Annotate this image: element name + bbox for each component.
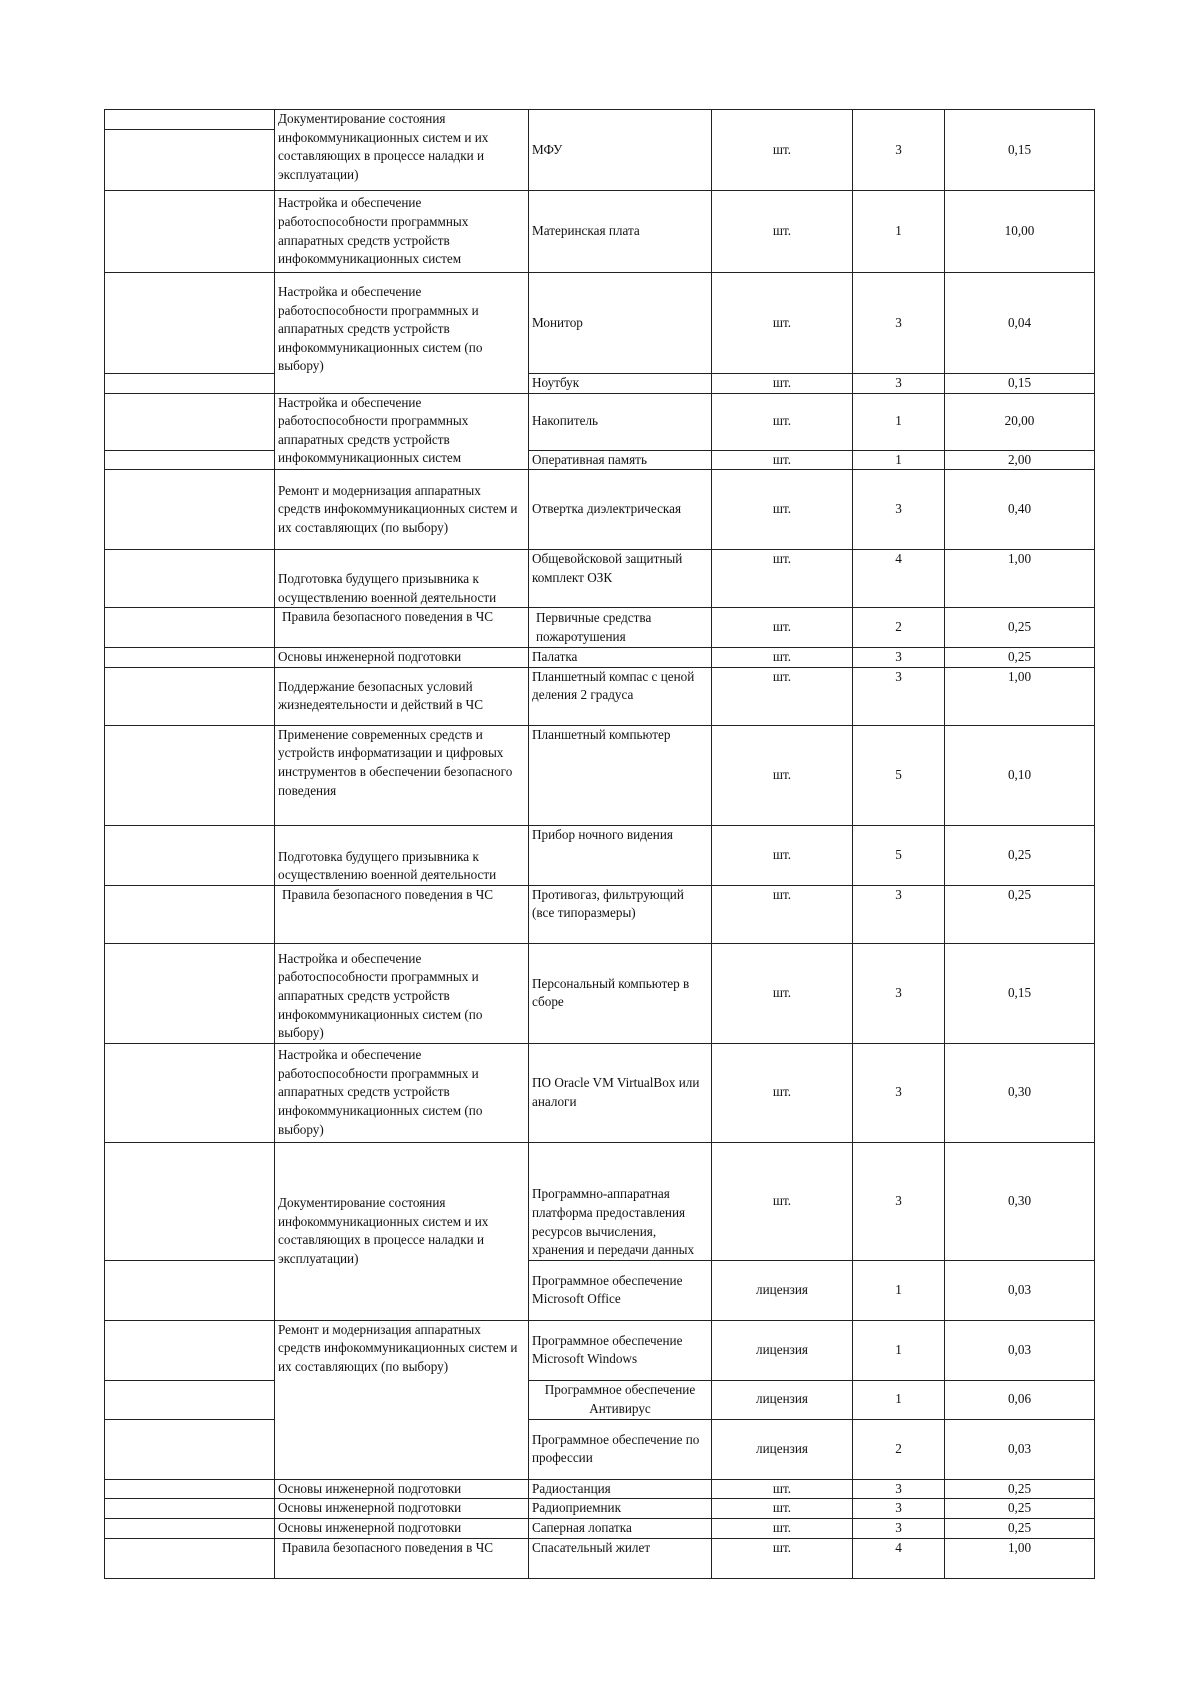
unit-cell: шт. bbox=[712, 608, 853, 648]
item-cell: Общевойсковой защитный комплект ОЗК bbox=[529, 550, 712, 608]
blank-cell bbox=[105, 470, 275, 550]
norm-cell: 0,03 bbox=[945, 1419, 1095, 1479]
unit-cell: шт. bbox=[712, 1538, 853, 1578]
qty-cell: 3 bbox=[853, 648, 945, 668]
unit-cell: шт. bbox=[712, 648, 853, 668]
unit-cell: лицензия bbox=[712, 1320, 853, 1380]
qty-cell: 3 bbox=[853, 1142, 945, 1260]
topic-cell: Настройка и обеспечение работоспособности программных и аппаратных средств устройств инфокоммуникационных систем (по выбору) bbox=[275, 273, 529, 394]
table-row bbox=[105, 374, 1095, 394]
norm-cell: 0,25 bbox=[945, 608, 1095, 648]
table-row bbox=[105, 1142, 1095, 1260]
unit-cell: шт. bbox=[712, 374, 853, 394]
item-cell: Планшетный компас с ценой деления 2 градуса bbox=[529, 667, 712, 725]
norm-cell: 0,25 bbox=[945, 885, 1095, 943]
qty-cell: 3 bbox=[853, 667, 945, 725]
qty-cell: 1 bbox=[853, 450, 945, 470]
norm-cell: 0,25 bbox=[945, 1499, 1095, 1519]
topic-cell: Подготовка будущего призывника к осуществлению военной деятельности bbox=[275, 550, 529, 608]
unit-cell: шт. bbox=[712, 885, 853, 943]
norm-cell: 1,00 bbox=[945, 550, 1095, 608]
norm-cell: 0,10 bbox=[945, 725, 1095, 825]
blank-cell bbox=[105, 1538, 275, 1578]
blank-cell bbox=[105, 1260, 275, 1320]
table-row bbox=[105, 1479, 1095, 1499]
blank-cell bbox=[105, 825, 275, 885]
item-cell: Отвертка диэлектрическая bbox=[529, 470, 712, 550]
table-row bbox=[105, 1518, 1095, 1538]
blank-cell bbox=[105, 393, 275, 450]
norm-cell: 0,04 bbox=[945, 273, 1095, 374]
norm-cell: 0,06 bbox=[945, 1380, 1095, 1419]
item-cell: МФУ bbox=[529, 110, 712, 191]
table-row bbox=[105, 1419, 1095, 1479]
norm-cell: 0,30 bbox=[945, 1142, 1095, 1260]
blank-cell bbox=[105, 1518, 275, 1538]
blank-cell bbox=[105, 1320, 275, 1380]
norm-cell: 2,00 bbox=[945, 450, 1095, 470]
blank-cell bbox=[105, 374, 275, 394]
norm-cell: 0,30 bbox=[945, 1043, 1095, 1142]
blank-cell bbox=[105, 725, 275, 825]
item-cell: Радиостанция bbox=[529, 1479, 712, 1499]
norm-cell: 0,15 bbox=[945, 110, 1095, 191]
table-row bbox=[105, 1499, 1095, 1519]
unit-cell: шт. bbox=[712, 273, 853, 374]
table-row bbox=[105, 1538, 1095, 1578]
qty-cell: 3 bbox=[853, 110, 945, 191]
topic-cell: Документирование состояния инфокоммуникационных систем и их составляющих в процессе наладки и эксплуатации) bbox=[275, 110, 529, 191]
norm-cell: 20,00 bbox=[945, 393, 1095, 450]
qty-cell: 1 bbox=[853, 1380, 945, 1419]
topic-cell: Настройка и обеспечение работоспособности программных и аппаратных средств устройств инфокоммуникационных систем (по выбору) bbox=[275, 943, 529, 1043]
blank-cell bbox=[105, 1142, 275, 1260]
topic-cell: Основы инженерной подготовки bbox=[275, 1499, 529, 1519]
qty-cell: 3 bbox=[853, 374, 945, 394]
item-cell: ПО Oracle VM VirtualBox или аналоги bbox=[529, 1043, 712, 1142]
unit-cell: шт. bbox=[712, 1479, 853, 1499]
qty-cell: 1 bbox=[853, 1320, 945, 1380]
norm-cell: 10,00 bbox=[945, 191, 1095, 273]
unit-cell: лицензия bbox=[712, 1419, 853, 1479]
unit-cell: шт. bbox=[712, 191, 853, 273]
qty-cell: 1 bbox=[853, 191, 945, 273]
table-row bbox=[105, 1260, 1095, 1320]
table-row bbox=[105, 191, 1095, 273]
item-cell: Программное обеспечение Microsoft Windows bbox=[529, 1320, 712, 1380]
item-cell: Ноутбук bbox=[529, 374, 712, 394]
qty-cell: 4 bbox=[853, 550, 945, 608]
topic-cell: Ремонт и модернизация аппаратных средств инфокоммуникационных систем и их составляющих (по выбору) bbox=[275, 1320, 529, 1479]
item-cell: Накопитель bbox=[529, 393, 712, 450]
item-cell: Программное обеспечение по профессии bbox=[529, 1419, 712, 1479]
qty-cell: 3 bbox=[853, 943, 945, 1043]
blank-cell bbox=[105, 885, 275, 943]
qty-cell: 3 bbox=[853, 1518, 945, 1538]
blank-cell bbox=[105, 608, 275, 648]
table-row bbox=[105, 273, 1095, 374]
item-cell: Радиоприемник bbox=[529, 1499, 712, 1519]
blank-cell bbox=[105, 130, 275, 191]
norm-cell: 0,03 bbox=[945, 1260, 1095, 1320]
table-row bbox=[105, 667, 1095, 725]
qty-cell: 3 bbox=[853, 885, 945, 943]
norm-cell: 0,25 bbox=[945, 1518, 1095, 1538]
qty-cell: 2 bbox=[853, 1419, 945, 1479]
item-cell: Планшетный компьютер bbox=[529, 725, 712, 825]
item-cell: Спасательный жилет bbox=[529, 1538, 712, 1578]
topic-cell: Настройка и обеспечение работоспособности программных аппаратных средств устройств инфокоммуникационных систем bbox=[275, 191, 529, 273]
item-cell: Прибор ночного видения bbox=[529, 825, 712, 885]
table-row bbox=[105, 1043, 1095, 1142]
topic-cell: Подготовка будущего призывника к осуществлению военной деятельности bbox=[275, 825, 529, 885]
unit-cell: шт. bbox=[712, 1043, 853, 1142]
topic-cell: Применение современных средств и устройств информатизации и цифровых инструментов в обеспечении безопасного поведения bbox=[275, 725, 529, 825]
item-cell: Первичные средства пожаротушения bbox=[529, 608, 712, 648]
norm-cell: 0,40 bbox=[945, 470, 1095, 550]
topic-cell: Основы инженерной подготовки bbox=[275, 1479, 529, 1499]
table-row bbox=[105, 725, 1095, 825]
topic-cell: Поддержание безопасных условий жизнедеятельности и действий в ЧС bbox=[275, 667, 529, 725]
unit-cell: шт. bbox=[712, 450, 853, 470]
unit-cell: шт. bbox=[712, 1499, 853, 1519]
unit-cell: лицензия bbox=[712, 1260, 853, 1320]
blank-cell bbox=[105, 450, 275, 470]
table-row bbox=[105, 885, 1095, 943]
table-row bbox=[105, 550, 1095, 608]
table-row bbox=[105, 1380, 1095, 1419]
norm-cell: 0,25 bbox=[945, 1479, 1095, 1499]
unit-cell: шт. bbox=[712, 1142, 853, 1260]
unit-cell: шт. bbox=[712, 550, 853, 608]
topic-cell: Правила безопасного поведения в ЧС bbox=[275, 608, 529, 648]
item-cell: Противогаз, фильтрующий (все типоразмеры) bbox=[529, 885, 712, 943]
norm-cell: 0,15 bbox=[945, 943, 1095, 1043]
table-row bbox=[105, 470, 1095, 550]
unit-cell: шт. bbox=[712, 725, 853, 825]
norm-cell: 0,03 bbox=[945, 1320, 1095, 1380]
qty-cell: 4 bbox=[853, 1538, 945, 1578]
blank-cell bbox=[105, 667, 275, 725]
norm-cell: 0,15 bbox=[945, 374, 1095, 394]
norm-cell: 1,00 bbox=[945, 1538, 1095, 1578]
norm-cell: 0,25 bbox=[945, 825, 1095, 885]
item-cell: Палатка bbox=[529, 648, 712, 668]
unit-cell: лицензия bbox=[712, 1380, 853, 1419]
unit-cell: шт. bbox=[712, 393, 853, 450]
topic-cell: Правила безопасного поведения в ЧС bbox=[275, 1538, 529, 1578]
item-cell: Программное обеспечение Microsoft Office bbox=[529, 1260, 712, 1320]
table-row bbox=[105, 825, 1095, 885]
blank-cell bbox=[105, 1380, 275, 1419]
unit-cell: шт. bbox=[712, 470, 853, 550]
qty-cell: 3 bbox=[853, 470, 945, 550]
blank-cell bbox=[105, 648, 275, 668]
norm-cell: 0,25 bbox=[945, 648, 1095, 668]
norm-cell: 1,00 bbox=[945, 667, 1095, 725]
blank-cell bbox=[105, 1419, 275, 1479]
table-row bbox=[105, 608, 1095, 648]
qty-cell: 3 bbox=[853, 1479, 945, 1499]
topic-cell: Основы инженерной подготовки bbox=[275, 1518, 529, 1538]
qty-cell: 1 bbox=[853, 1260, 945, 1320]
unit-cell: шт. bbox=[712, 110, 853, 191]
topic-cell: Основы инженерной подготовки bbox=[275, 648, 529, 668]
blank-cell bbox=[105, 191, 275, 273]
item-cell: Программное обеспечение Антивирус bbox=[529, 1380, 712, 1419]
qty-cell: 5 bbox=[853, 825, 945, 885]
unit-cell: шт. bbox=[712, 825, 853, 885]
qty-cell: 2 bbox=[853, 608, 945, 648]
table-row bbox=[105, 110, 1095, 130]
topic-cell: Документирование состояния инфокоммуникационных систем и их составляющих в процессе наладки и эксплуатации) bbox=[275, 1142, 529, 1320]
table-row bbox=[105, 943, 1095, 1043]
item-cell: Программно-аппаратная платформа предоставления ресурсов вычисления, хранения и передачи данных bbox=[529, 1142, 712, 1260]
blank-cell bbox=[105, 1043, 275, 1142]
topic-cell: Ремонт и модернизация аппаратных средств инфокоммуникационных систем и их составляющих (по выбору) bbox=[275, 470, 529, 550]
topic-cell: Настройка и обеспечение работоспособности программных и аппаратных средств устройств инфокоммуникационных систем (по выбору) bbox=[275, 1043, 529, 1142]
topic-cell: Настройка и обеспечение работоспособности программных аппаратных средств устройств инфокоммуникационных систем bbox=[275, 393, 529, 470]
table-row bbox=[105, 648, 1095, 668]
blank-cell bbox=[105, 110, 275, 130]
unit-cell: шт. bbox=[712, 667, 853, 725]
qty-cell: 3 bbox=[853, 1043, 945, 1142]
blank-cell bbox=[105, 1499, 275, 1519]
item-cell: Персональный компьютер в сборе bbox=[529, 943, 712, 1043]
unit-cell: шт. bbox=[712, 943, 853, 1043]
table-row bbox=[105, 450, 1095, 470]
unit-cell: шт. bbox=[712, 1518, 853, 1538]
equipment-table bbox=[104, 109, 1095, 1579]
blank-cell bbox=[105, 1479, 275, 1499]
qty-cell: 3 bbox=[853, 1499, 945, 1519]
qty-cell: 1 bbox=[853, 393, 945, 450]
item-cell: Монитор bbox=[529, 273, 712, 374]
table-row bbox=[105, 393, 1095, 450]
item-cell: Материнская плата bbox=[529, 191, 712, 273]
item-cell: Оперативная память bbox=[529, 450, 712, 470]
blank-cell bbox=[105, 273, 275, 374]
topic-cell: Правила безопасного поведения в ЧС bbox=[275, 885, 529, 943]
blank-cell bbox=[105, 943, 275, 1043]
qty-cell: 5 bbox=[853, 725, 945, 825]
table-row bbox=[105, 1320, 1095, 1380]
qty-cell: 3 bbox=[853, 273, 945, 374]
blank-cell bbox=[105, 550, 275, 608]
item-cell: Саперная лопатка bbox=[529, 1518, 712, 1538]
